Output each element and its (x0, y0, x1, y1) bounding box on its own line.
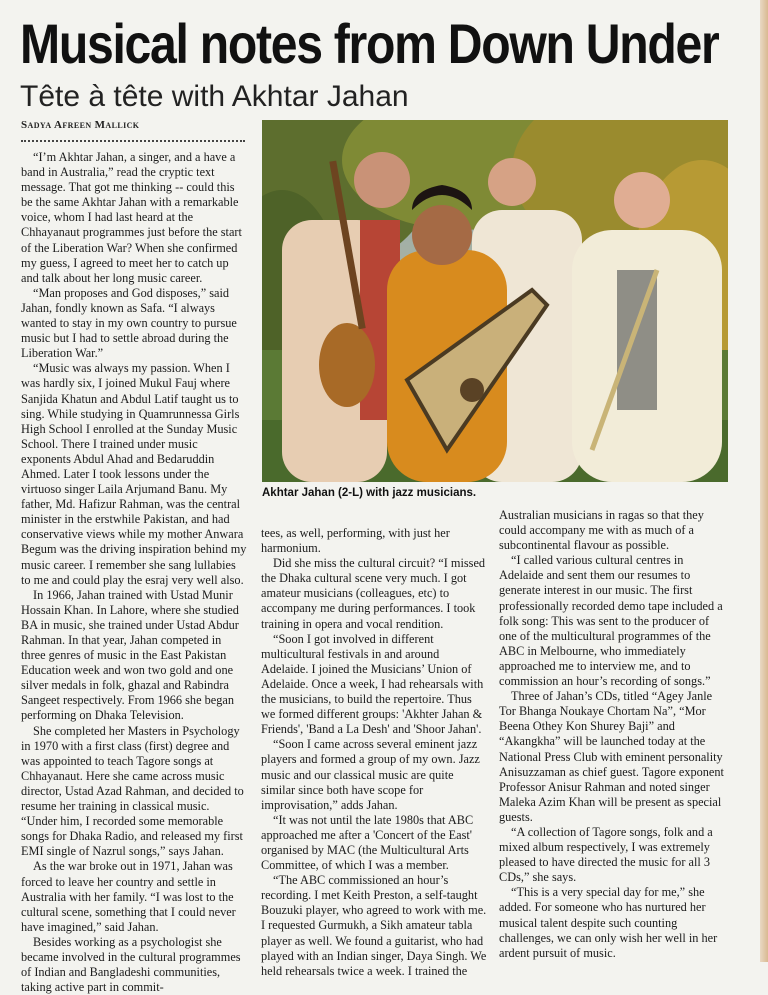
musicians-photo (262, 120, 728, 482)
paragraph: “Soon I got involved in different multicultural festivals in and around Adelaide. I joined the Musicians’ Union of Adelaide. Once a week, I had rehearsals with the musicians, to build the repertoire. Thus we formed different groups: 'Akhter Jahan & Friends', 'Band a La Desh' and 'Shoor Jahan'. (261, 631, 484, 737)
byline-divider (21, 140, 245, 142)
byline: Sadya Afreen Mallick (21, 119, 140, 131)
paragraph: “Man proposes and God disposes,” said Jahan, fondly known as Safa. “I always wanted to stay in my own country to pursue music but I had to settle abroad during the Liberation War.” (21, 285, 237, 361)
paragraph: “I called various cultural centres in Adelaide and sent them our resumes to generate interest in our music. The first professionally recorded demo tape included a folk song: This was sent to the producer of one of the multicultural programmes of the ABC in Melbourne, who immediately approached me to interview me, and to commission an hour’s recording of songs.” (499, 553, 723, 689)
article-column-3 (499, 508, 729, 961)
paragraph: “It was not until the late 1980s that ABC approached me after a 'Concert of the East' organised by MAC (the Multicultural Arts Committee, of which I was a member. (261, 812, 474, 873)
paragraph: “I’m Akhtar Jahan, a singer, and a have a band in Australia,” read the cryptic text message. That got me thinking -- could this be the same Akhtar Jahan with a remarkable voice, whom I had last heard at the Chhayanaut programmes just before the start of the Liberation War? When she confirmed my guess, I agreed to meet her to catch up and talk about her long music career. (21, 150, 242, 285)
paragraph: As the war broke out in 1971, Jahan was forced to leave her country and settle in Australia with her family. “I was lost to the cultural scene, something that I could never have imagined,” said Jahan. (21, 859, 236, 934)
paragraph: “A collection of Tagore songs, folk and a mixed album respectively, I was extremely pleased to have directed the music for all 3 CDs,” she says. (499, 824, 713, 885)
paragraph: Three of Jahan’s CDs, titled “Agey Janle Tor Bhanga Noukaye Chortam Na”, “Mor Beena Othey Kon Shurey Baji” and “Akangkha” will be launched today at the National Press Club with eminent personality Anisuzzaman as chief guest. Tagore exponent Professor Anisur Rahman and noted singer Maleka Azim Khan will be present as special guests. (499, 689, 724, 824)
article-column-1 (21, 150, 247, 995)
paragraph: She completed her Masters in Psychology in 1970 with a first class (first) degree and was appointed to teach Tagore songs at Chhayanaut. Here she came across music director, Ustad Azad Rahman, and decided to resume her training in classical music. “Under him, I recorded some memorable songs for Dhaka Radio, and released my first EMI single of Nazrul songs,” says Jahan. (21, 723, 244, 859)
paragraph: In 1966, Jahan trained with Ustad Munir Hossain Khan. In Lahore, where she studied BA in music, she trained under Ustad Abdur Rahman. In that year, Jahan competed in three genres of music in the East Pakistan Education week and won two gold and one silver medals in folk, ghazal and Rabindra Sangeet respectively. From 1966 she began performing on Dhaka Television. (21, 587, 239, 723)
paragraph: tees, as well, performing, with just her harmonium. (261, 526, 450, 556)
paragraph: Australian musicians in ragas so that they could accompany me with as much of a subcontinental flavour as possible. (499, 508, 704, 553)
paragraph: Did she miss the cultural circuit? “I missed the Dhaka cultural scene very much. I got amateur musicians (colleagues, etc) to accompany me during performances. I took training in opera and vocal rendition. (261, 556, 486, 631)
photo-caption: Akhtar Jahan (2-L) with jazz musicians. (262, 487, 477, 499)
paragraph: “Music was always my passion. When I was hardly six, I joined Mukul Fauj where Sanjida Khatun and Abdul Latif taught us to sing. While studying in Quamrunnessa Girls High School I enrolled at the Sunday Music School. There I trained under music exponents Abdul Ahad and Bedaruddin Ahmed. Later I took lessons under the virtuoso singer Laila Arjumand Banu. My father, Md. Hafizur Rahman, was the central minister in the erstwhile Pakistan, and had conservative views while my mother Anwara Begum was the driving inspiration behind my music career. I remember she sang lullabies to me and could play the esraj very well also. (21, 361, 247, 587)
paragraph: Besides working as a psychologist she became involved in the cultural programmes of Indian and Bangladeshi communities, taking active part in commit- (21, 934, 241, 995)
paragraph: “This is a very special day for me,” she added. For someone who has nurtured her musical talent despite such counting challenges, we can only wish her well in her ardent pursuit of music. (499, 885, 718, 960)
paragraph: “Soon I came across several eminent jazz players and formed a group of my own. Jazz music and our classical music are quite similar since both have scope for improvisation,” adds Jahan. (261, 737, 480, 812)
paragraph: “The ABC commissioned an hour’s recording. I met Keith Preston, a self-taught Bouzuki player, who agreed to work with me. I requested Gurmukh, a Sikh amateur tabla player as well. We found a guitarist, who had played with an Indian singer, Daya Singh. We held rehearsals twice a week. I trained the (261, 873, 487, 978)
article-column-2 (261, 526, 487, 979)
page-edge (760, 0, 768, 962)
headline: Musical notes from Down Under (20, 12, 719, 75)
subheadline: Tête à tête with Akhtar Jahan (20, 80, 409, 113)
